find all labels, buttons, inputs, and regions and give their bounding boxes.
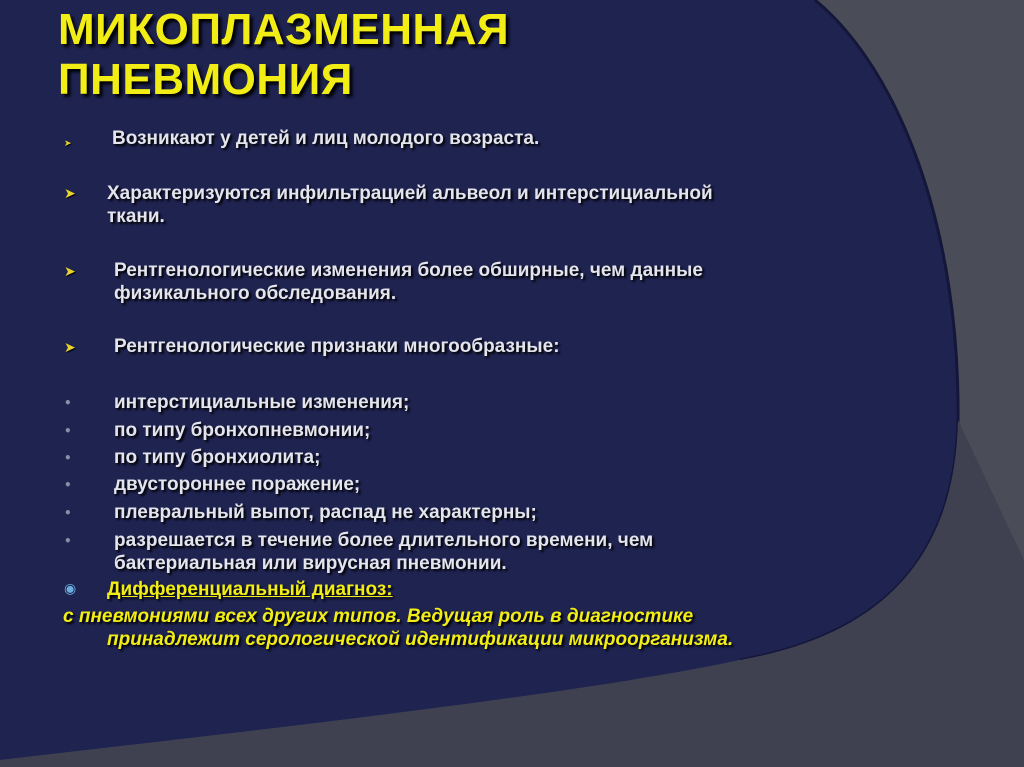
subitem-line: разрешается в течение более длительного времени, чем — [114, 530, 654, 551]
diagnosis-line: с пневмониями всех других типов. Ведущая роль в диагностике — [63, 606, 694, 627]
dot-bullet-icon: • — [64, 451, 72, 465]
slide-title — [58, 5, 509, 105]
subitem-text: интерстициальные изменения; — [114, 392, 410, 413]
arrow-bullet-icon: ➤ — [64, 139, 72, 149]
bullet-item-xray-changes — [114, 259, 703, 305]
subitem-text: по типу бронхопневмонии; — [114, 420, 371, 441]
bullet-item-text: Рентгенологические признаки многообразные: — [114, 336, 560, 357]
bullet-item-line: Рентгенологические изменения более обширные, чем данные — [114, 260, 703, 281]
arrow-bullet-icon: ➤ — [64, 186, 76, 202]
diagnosis-body — [63, 605, 733, 651]
subitem-text: двустороннее поражение; — [114, 474, 361, 495]
arrow-bullet-icon: ➤ — [64, 264, 76, 280]
bullet-item-line: Характеризуются инфильтрацией альвеол и интерстициальной — [107, 183, 713, 204]
dot-bullet-icon: • — [64, 424, 72, 438]
subitem-pleural — [114, 501, 537, 524]
subitem-text: по типу бронхиолита; — [114, 447, 321, 468]
diagnosis-line: принадлежит серологической идентификации микроорганизма. — [107, 629, 734, 650]
bullet-item-xray-signs — [114, 335, 560, 358]
circle-bullet-icon: ◉ — [64, 581, 77, 597]
dot-bullet-icon: • — [64, 506, 72, 520]
dot-bullet-icon: • — [64, 478, 72, 492]
subitem-bronchiolitis — [114, 446, 320, 469]
diagnosis-heading: Дифференциальный диагноз: — [107, 579, 393, 600]
subitem-text: плевральный выпот, распад не характерны; — [114, 502, 537, 523]
dot-bullet-icon: • — [64, 396, 72, 410]
subitem-bilateral — [114, 473, 360, 496]
subitem-resolution — [114, 529, 653, 575]
subitem-bronchopneumonia — [114, 419, 370, 442]
arrow-bullet-icon: ➤ — [64, 340, 76, 356]
bullet-item-line: физикального обследования. — [114, 283, 397, 304]
subitem-interstitial — [114, 391, 409, 414]
bullet-item-age — [112, 127, 539, 150]
bullet-item-text: Возникают у детей и лиц молодого возраста. — [112, 128, 540, 149]
title-line-2: ПНЕВМОНИЯ — [58, 55, 353, 104]
subitem-line: бактериальная или вирусная пневмонии. — [114, 553, 507, 574]
title-line-1: МИКОПЛАЗМЕННАЯ — [58, 5, 510, 54]
bullet-item-line: ткани. — [107, 206, 165, 227]
dot-bullet-icon: • — [64, 534, 72, 548]
bullet-item-infiltration — [107, 182, 713, 228]
diagnosis-heading-block — [107, 578, 393, 601]
